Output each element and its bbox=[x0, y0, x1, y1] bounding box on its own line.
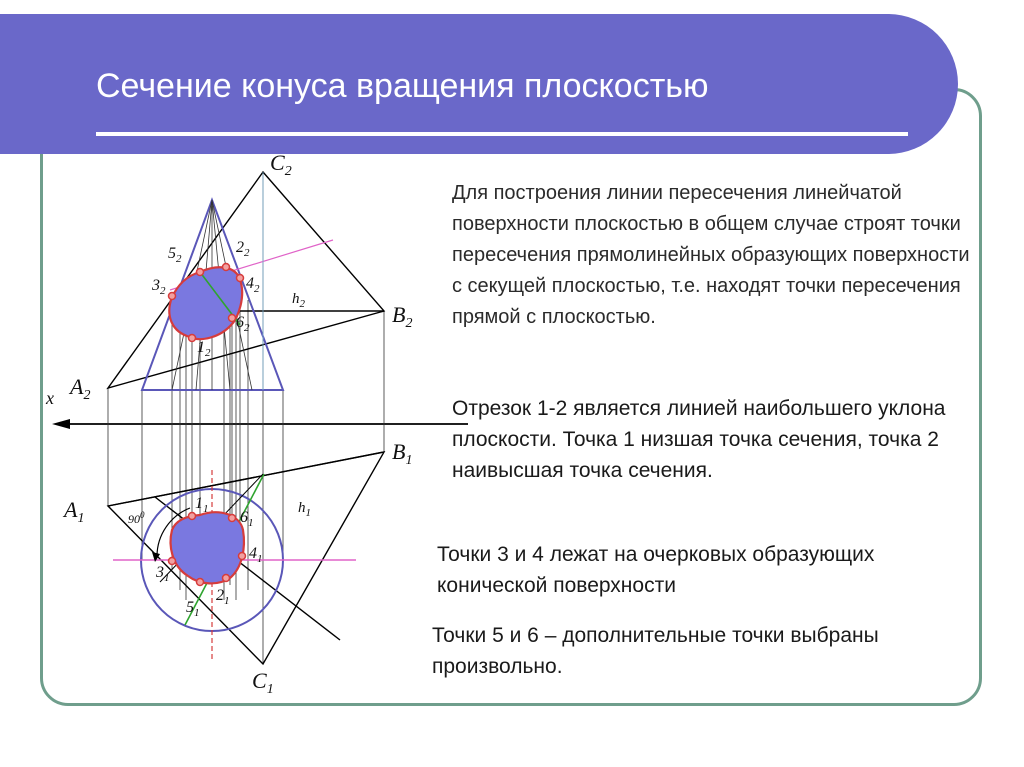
label-c2: $C_2$ bbox=[270, 150, 292, 179]
label-4-2: $4_2$ bbox=[246, 275, 260, 295]
label-2-1: $2_1$ bbox=[216, 587, 230, 607]
slide-title: Сечение конуса вращения плоскостью bbox=[96, 67, 709, 105]
section-frontal bbox=[169, 267, 242, 339]
label-3-1: $3_1$ bbox=[156, 564, 170, 584]
label-a1: $A_1$ bbox=[64, 497, 85, 526]
label-6-2: $6_2$ bbox=[236, 314, 250, 334]
paragraph-points-5-6: Точки 5 и 6 – дополнительные точки выбраны произвольно. bbox=[432, 624, 879, 678]
label-h1: $h_1$ bbox=[298, 500, 311, 519]
label-b1: $B_1$ bbox=[392, 439, 413, 468]
angle-label: $90^0$ bbox=[128, 510, 145, 526]
label-2-2: $2_2$ bbox=[236, 239, 250, 259]
label-5-1: $5_1$ bbox=[186, 599, 200, 619]
plane-triangle-horizontal bbox=[108, 452, 384, 664]
label-4-1: $4_1$ bbox=[249, 545, 263, 565]
axis-x-label: x bbox=[46, 388, 54, 408]
paragraph-steepest-slope: Отрезок 1-2 является линией наибольшего уклона плоскости. Точка 1 низшая точка сечения, точка 2 наивысшая точка сечения. bbox=[452, 397, 946, 482]
label-b2: $B_2$ bbox=[392, 302, 413, 331]
section-horizontal bbox=[171, 512, 244, 583]
label-1-1: $1_1$ bbox=[195, 495, 209, 515]
label-c1: $C_1$ bbox=[252, 668, 274, 697]
paragraph-construction: Для построения линии пересечения линейчатой поверхности плоскостью в общем случае строят точки пересечения прямолинейных образующих поверхности с секущей плоскостью, т.е. находят точки пересечения прямой с плоскостью. bbox=[452, 182, 970, 328]
label-3-2: $3_2$ bbox=[152, 277, 166, 297]
paragraph-points-3-4: Точки 3 и 4 лежат на очерковых образующих конической поверхности bbox=[437, 543, 875, 597]
label-6-1: $6_1$ bbox=[240, 509, 254, 529]
label-5-2: $5_2$ bbox=[168, 245, 182, 265]
label-1-2: $1_2$ bbox=[197, 339, 211, 359]
label-h2: $h_2$ bbox=[292, 291, 305, 310]
label-a2: $A_2$ bbox=[70, 374, 91, 403]
axis-x-arrow-icon bbox=[52, 419, 70, 429]
